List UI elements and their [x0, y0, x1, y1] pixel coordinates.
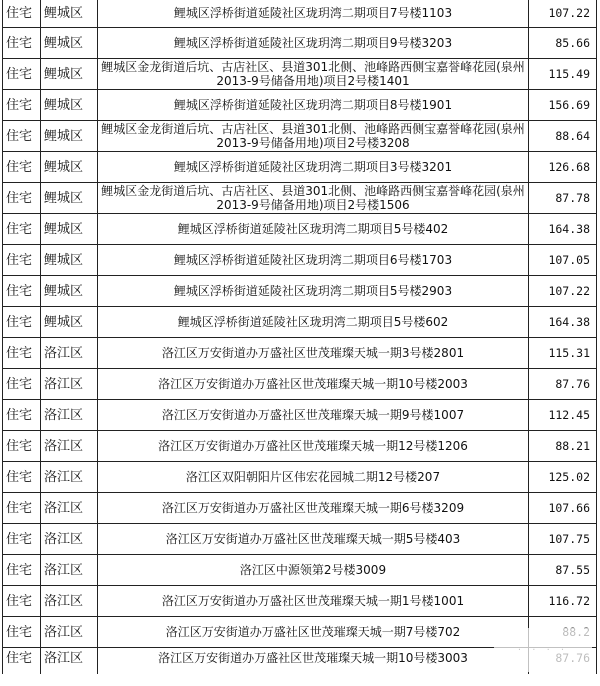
district-cell: 洛江区: [41, 586, 98, 617]
address-cell: 洛江区万安街道办万盛社区世茂璀璨天城一期10号楼3003: [98, 648, 529, 675]
district-cell: 洛江区: [41, 431, 98, 462]
property-type-cell: 住宅: [3, 28, 41, 59]
district-cell: 洛江区: [41, 648, 98, 675]
area-cell: 112.45: [529, 400, 597, 431]
area-cell: 115.49: [529, 59, 597, 90]
property-type-cell: 住宅: [3, 462, 41, 493]
district-cell: 鲤城区: [41, 183, 98, 214]
address-cell: 鲤城区浮桥街道延陵社区珑玥湾二期项目6号楼1703: [98, 245, 529, 276]
address-cell: 鲤城区金龙街道后坑、古店社区、县道301北侧、池峰路西侧宝嘉誉峰花园(泉州2013-9号储备用地)项目2号楼1506: [98, 183, 529, 214]
property-type-cell: 住宅: [3, 586, 41, 617]
district-cell: 鲤城区: [41, 214, 98, 245]
property-type-cell: 住宅: [3, 0, 41, 28]
area-cell: 87.76: [529, 369, 597, 400]
address-cell: 洛江区万安街道办万盛社区世茂璀璨天城一期12号楼1206: [98, 431, 529, 462]
property-type-cell: 住宅: [3, 431, 41, 462]
area-cell: 88.64: [529, 121, 597, 152]
district-cell: 鲤城区: [41, 0, 98, 28]
area-cell: 156.69: [529, 90, 597, 121]
table-row: [3, 307, 597, 338]
table-row: [3, 245, 597, 276]
address-cell: 鲤城区浮桥街道延陵社区珑玥湾二期项目9号楼3203: [98, 28, 529, 59]
address-cell: 鲤城区浮桥街道延陵社区珑玥湾二期项目3号楼3201: [98, 152, 529, 183]
address-cell: 洛江区万安街道办万盛社区世茂璀璨天城一期5号楼403: [98, 524, 529, 555]
table-row: [3, 0, 597, 28]
table-row: [3, 431, 597, 462]
table-row: [3, 59, 597, 90]
table-row: [3, 152, 597, 183]
area-cell: 87.78: [529, 183, 597, 214]
address-cell: 鲤城区金龙街道后坑、古店社区、县道301北侧、池峰路西侧宝嘉誉峰花园(泉州2013-9号储备用地)项目2号楼1401: [98, 59, 529, 90]
property-type-cell: 住宅: [3, 555, 41, 586]
table-row: [3, 121, 597, 152]
watermark-dots: · · · ·: [517, 644, 569, 656]
property-type-cell: 住宅: [3, 59, 41, 90]
district-cell: 鲤城区: [41, 307, 98, 338]
table-row: [3, 586, 597, 617]
address-cell: 洛江区万安街道办万盛社区世茂璀璨天城一期7号楼702: [98, 617, 529, 648]
table-row: [3, 183, 597, 214]
district-cell: 鲤城区: [41, 90, 98, 121]
district-cell: 鲤城区: [41, 59, 98, 90]
address-cell: 鲤城区浮桥街道延陵社区珑玥湾二期项目5号楼2903: [98, 276, 529, 307]
table-row: [3, 90, 597, 121]
address-cell: 鲤城区浮桥街道延陵社区珑玥湾二期项目7号楼1103: [98, 0, 529, 28]
table-row: [3, 400, 597, 431]
address-cell: 洛江区万安街道办万盛社区世茂璀璨天城一期6号楼3209: [98, 493, 529, 524]
table-row: [3, 524, 597, 555]
district-cell: 鲤城区: [41, 121, 98, 152]
property-type-cell: 住宅: [3, 338, 41, 369]
area-cell: 115.31: [529, 338, 597, 369]
property-type-cell: 住宅: [3, 369, 41, 400]
area-cell: 164.38: [529, 307, 597, 338]
property-type-cell: 住宅: [3, 400, 41, 431]
property-type-cell: 住宅: [3, 524, 41, 555]
area-cell: 107.22: [529, 0, 597, 28]
property-type-cell: 住宅: [3, 152, 41, 183]
table-row: [3, 462, 597, 493]
district-cell: 洛江区: [41, 369, 98, 400]
address-cell: 洛江区万安街道办万盛社区世茂璀璨天城一期10号楼2003: [98, 369, 529, 400]
table-row: [3, 555, 597, 586]
table-row: [3, 276, 597, 307]
table-row: [3, 369, 597, 400]
district-cell: 鲤城区: [41, 276, 98, 307]
area-cell: 164.38: [529, 214, 597, 245]
address-cell: 鲤城区浮桥街道延陵社区珑玥湾二期项目5号楼602: [98, 307, 529, 338]
address-cell: 鲤城区浮桥街道延陵社区珑玥湾二期项目5号楼402: [98, 214, 529, 245]
district-cell: 洛江区: [41, 400, 98, 431]
watermark-overlay: [494, 628, 592, 672]
area-cell: 85.66: [529, 28, 597, 59]
area-cell: 87.55: [529, 555, 597, 586]
district-cell: 洛江区: [41, 524, 98, 555]
district-cell: 洛江区: [41, 462, 98, 493]
area-cell: 107.66: [529, 493, 597, 524]
property-type-cell: 住宅: [3, 121, 41, 152]
district-cell: 鲤城区: [41, 245, 98, 276]
district-cell: 洛江区: [41, 617, 98, 648]
area-cell: 125.02: [529, 462, 597, 493]
table-row: [3, 214, 597, 245]
table-row: [3, 28, 597, 59]
property-type-cell: 住宅: [3, 214, 41, 245]
address-cell: 洛江区万安街道办万盛社区世茂璀璨天城一期9号楼1007: [98, 400, 529, 431]
district-cell: 洛江区: [41, 555, 98, 586]
area-cell: 88.21: [529, 431, 597, 462]
address-cell: 鲤城区浮桥街道延陵社区珑玥湾二期项目8号楼1901: [98, 90, 529, 121]
district-cell: 洛江区: [41, 493, 98, 524]
address-cell: 洛江区双阳朝阳片区伟宏花园城二期12号楼207: [98, 462, 529, 493]
address-cell: 洛江区中源领第2号楼3009: [98, 555, 529, 586]
table-row: [3, 493, 597, 524]
district-cell: 鲤城区: [41, 152, 98, 183]
area-cell: 116.72: [529, 586, 597, 617]
district-cell: 鲤城区: [41, 28, 98, 59]
area-cell: 107.05: [529, 245, 597, 276]
address-cell: 洛江区万安街道办万盛社区世茂璀璨天城一期3号楼2801: [98, 338, 529, 369]
area-cell: 107.22: [529, 276, 597, 307]
area-cell: 126.68: [529, 152, 597, 183]
property-type-cell: 住宅: [3, 245, 41, 276]
property-type-cell: 住宅: [3, 276, 41, 307]
area-cell: 107.75: [529, 524, 597, 555]
property-type-cell: 住宅: [3, 307, 41, 338]
property-type-cell: 住宅: [3, 648, 41, 675]
property-type-cell: 住宅: [3, 183, 41, 214]
property-type-cell: 住宅: [3, 90, 41, 121]
address-cell: 鲤城区金龙街道后坑、古店社区、县道301北侧、池峰路西侧宝嘉誉峰花园(泉州2013-9号储备用地)项目2号楼3208: [98, 121, 529, 152]
address-cell: 洛江区万安街道办万盛社区世茂璀璨天城一期1号楼1001: [98, 586, 529, 617]
property-table: [2, 0, 597, 674]
property-table-body: [3, 0, 597, 674]
property-type-cell: 住宅: [3, 617, 41, 648]
property-type-cell: 住宅: [3, 493, 41, 524]
district-cell: 洛江区: [41, 338, 98, 369]
table-row: [3, 338, 597, 369]
